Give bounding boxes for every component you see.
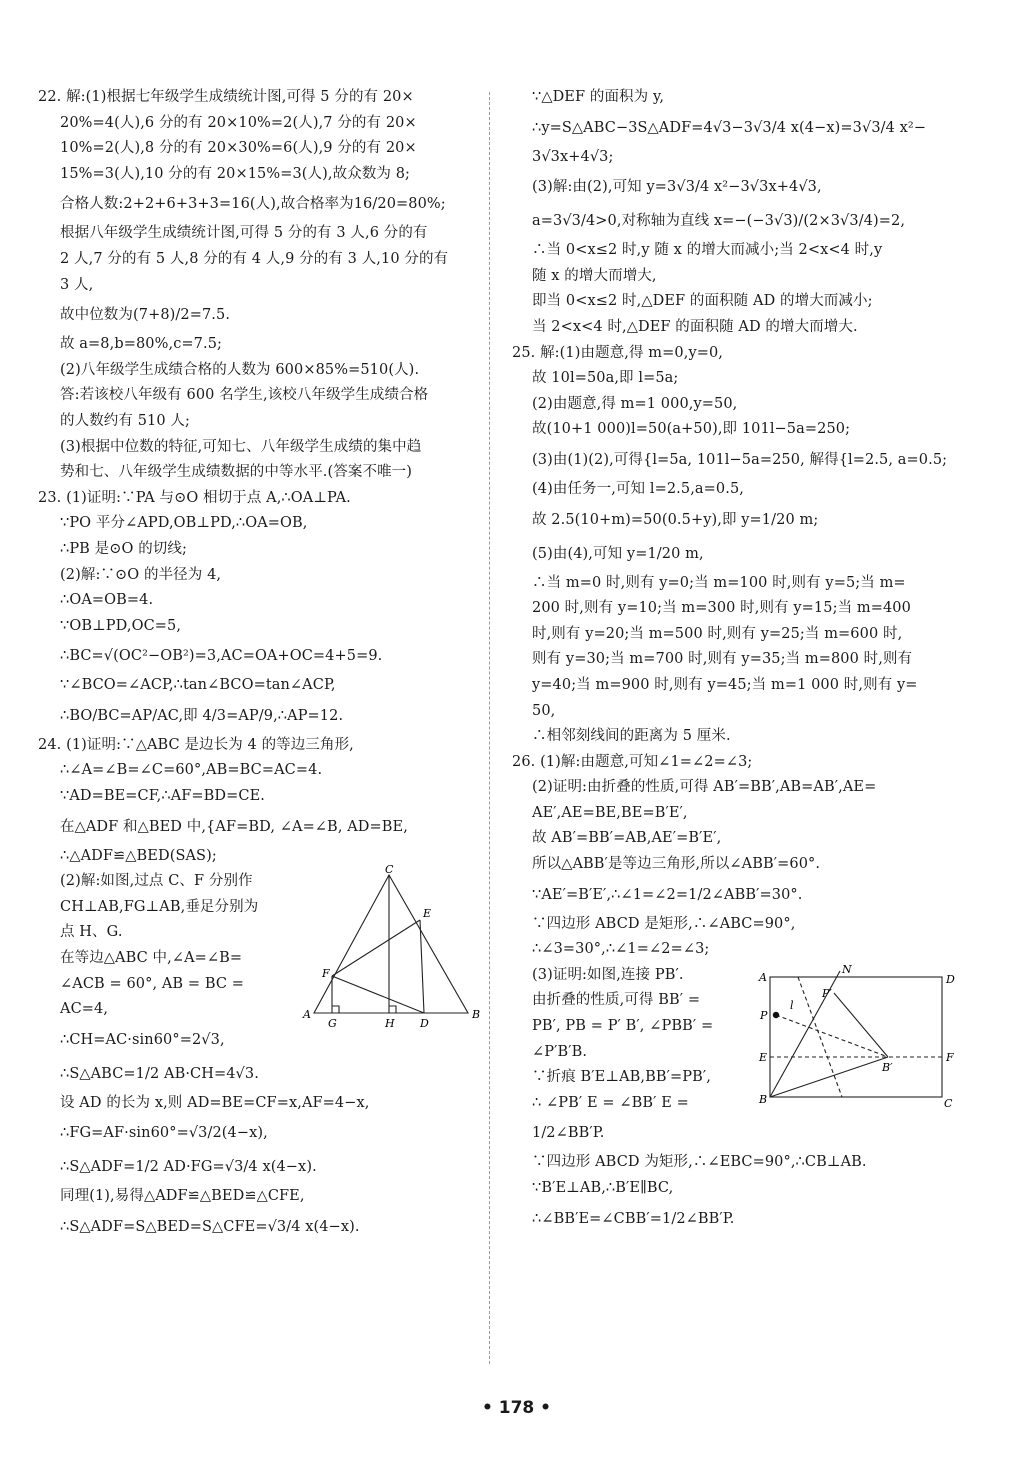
label-e: E [759,1050,768,1064]
text-line: ∴∠3=30°,∴∠1=∠2=∠3; [532,941,710,958]
text-line: ∵△DEF 的面积为 y, [532,89,665,105]
segment-ed [420,920,424,1013]
text-line: ∴FG=AF·sin60°=√3/2(4−x), [60,1125,268,1142]
text-line: (2)证明:由折叠的性质,可得 AB′=BB′,AB=AB′,AE= [532,779,877,796]
text-line: AC=4, [60,1001,109,1018]
text-line: 故中位数为(7+8)/2=7.5. [60,307,231,324]
text-line: ∵AD=BE=CF,∴AF=BD=CE. [60,788,265,805]
text-line: 3√3x+4√3; [532,148,614,165]
text-line: ∴S△ADF=S△BED=S△CFE=√3/4 x(4−x). [60,1219,360,1235]
segment-pb1 [776,1015,888,1057]
triangle-abc [314,875,468,1013]
text-line: ∴∠A=∠B=∠C=60°,AB=BC=AC=4. [60,762,323,779]
text-line: ∴y=S△ABC−3S△ADF=4√3−3√3/4 x(4−x)=3√3/4 x²− [532,119,927,136]
text-line: 合格人数:2+2+6+3+3=16(人),故合格率为16/20=80%; [60,196,446,213]
text-line: (3)解:由(2),可知 y=3√3/4 x²−3√3x+4√3, [532,179,822,196]
text-line: 所以△ABB′是等边三角形,所以∠ABB′=60°. [532,856,821,873]
text-line: CH⊥AB,FG⊥AB,垂足分别为 [60,898,259,915]
text-line: ∴△ADF≌△BED(SAS); [60,847,217,864]
label-d: D [420,1017,429,1031]
text-line: ∴BC=√(OC²−OB²)=3,AC=OA+OC=4+5=9. [60,648,383,665]
text-line: 随 x 的增大而增大, [532,267,657,284]
page-number-value: 178 [498,1398,535,1418]
text-line: ∵∠BCO=∠ACP,∴tan∠BCO=tan∠ACP, [60,677,336,694]
text-line: 当 2<x<4 时,△DEF 的面积随 AD 的增大而增大. [532,318,858,335]
text-line: ∵AE′=B′E′,∴∠1=∠2=1/2∠ABB′=30°. [532,886,803,903]
label-n: N [842,962,852,976]
text-line: AE′,AE=BE,BE=B′E′, [532,804,688,821]
label-c: C [385,865,394,877]
text-line: ∵四边形 ABCD 为矩形,∴∠EBC=90°,∴CB⊥AB. [532,1154,867,1171]
text-line: ∴ ∠PB′ E = ∠BB′ E = [532,1094,689,1111]
text-line: ∴OA=OB=4. [60,592,154,609]
text-line: (3)证明:如图,连接 PB′. [532,966,684,983]
text-line: ∴当 m=0 时,则有 y=0;当 m=100 时,则有 y=5;当 m= [532,574,906,591]
label-b: B [472,1008,481,1022]
text-line: ∵B′E⊥AB,∴B′E∥BC, [532,1180,674,1196]
text-line: ∴相邻刻线间的距离为 5 厘米. [532,728,731,745]
text-line: 故 10l=50a,即 l=5a; [532,370,679,387]
text-line: 24. (1)证明:∵△ABC 是边长为 4 的等边三角形, [38,736,354,753]
text-line: 点 H、G. [60,924,123,941]
rectangle-figure [758,963,958,1113]
right-angle-h [389,1006,396,1013]
text-line: (2)由题意,得 m=1 000,y=50, [532,395,738,412]
segment-fe [332,920,420,976]
left-column [38,85,481,1244]
right-angle-g [332,1006,339,1013]
text-line: 根据八年级学生成绩统计图,可得 5 分的有 3 人,6 分的有 [60,225,428,242]
text-line: y=40;当 m=900 时,则有 y=45;当 m=1 000 时,则有 y= [532,676,918,693]
text-line: PB′, PB = P′ B′, ∠PBB′ = [532,1018,714,1035]
text-line: 时,则有 y=20;当 m=500 时,则有 y=25;当 m=600 时, [532,625,903,642]
text-line: (2)八年级学生成绩合格的人数为 600×85%=510(人). [60,361,420,378]
label-p-prime: P′ [822,986,832,1000]
text-line: ∵折痕 B′E⊥AB,BB′=PB′, [532,1069,711,1086]
text-line: 则有 y=30;当 m=700 时,则有 y=35;当 m=800 时,则有 [532,651,913,668]
text-line: ∵OB⊥PD,OC=5, [60,617,182,634]
text-line: 在△ADF 和△BED 中,{AF=BD, ∠A=∠B, AD=BE, [60,818,408,835]
label-p: P [760,1008,768,1022]
point-p-dot [773,1012,779,1018]
triangle-figure [300,865,490,1035]
label-a: A [303,1008,311,1022]
text-line: ∴S△ADF=1/2 AD·FG=√3/4 x(4−x). [60,1159,317,1176]
right-column [512,85,955,1236]
figure-block-triangle [38,865,481,1031]
text-line: ∴S△ABC=1/2 AB·CH=4√3. [60,1065,259,1082]
text-line: ∠ACB = 60°, AB = BC = [60,975,245,992]
label-c: C [944,1096,953,1110]
label-l: l [790,998,794,1012]
text-line: 的人数约有 510 人; [60,412,190,429]
text-line: (5)由(4),可知 y=1/20 m, [532,545,704,562]
label-f: F [946,1050,954,1064]
text-line: 答:若该校八年级有 600 名学生,该校八年级学生成绩合格 [60,387,429,404]
text-line: 22. 解:(1)根据七年级学生成绩统计图,可得 5 分的有 20× [38,89,414,105]
text-line: 1/2∠BB′P. [532,1125,605,1142]
text-line: 50, [532,702,556,719]
text-line: 同理(1),易得△ADF≌△BED≌△CFE, [60,1188,305,1205]
text-line: ∴BO/BC=AP/AC,即 4/3=AP/9,∴AP=12. [60,707,344,724]
text-line: ∵四边形 ABCD 是矩形,∴∠ABC=90°, [532,915,796,932]
column-divider [489,92,490,1364]
text-line: 10%=2(人),8 分的有 20×30%=6(人),9 分的有 20× [60,140,417,157]
text-line: 故 a=8,b=80%,c=7.5; [60,336,223,353]
text-line: a=3√3/4>0,对称轴为直线 x=−(−3√3)/(2×3√3/4)=2, [532,213,906,230]
text-line: 20%=4(人),6 分的有 20×10%=2(人),7 分的有 20× [60,114,417,131]
label-a: A [759,970,767,984]
label-h: H [385,1017,395,1031]
label-g: G [328,1017,337,1031]
text-line: (3)由(1)(2),可得{l=5a, 101l−5a=250, 解得{l=2.5, a=0.5; [532,451,948,468]
label-b-prime: B′ [882,1060,893,1074]
text-line: 势和七、八年级学生成绩数据的中等水平.(答案不唯一) [60,464,413,481]
text-line: 3 人, [60,276,94,293]
text-line: 15%=3(人),10 分的有 20×15%=3(人),故众数为 8; [60,165,411,182]
text-line: (4)由任务一,可知 l=2.5,a=0.5, [532,480,744,497]
text-line: ∴∠BB′E=∠CBB′=1/2∠BB′P. [532,1210,735,1227]
text-line: 23. (1)证明:∵PA 与⊙O 相切于点 A,∴OA⊥PA. [38,489,351,506]
text-line: ∠P′B′B. [532,1043,588,1060]
text-line: 故 AB′=BB′=AB,AE′=B′E′, [532,830,722,847]
text-line: 200 时,则有 y=10;当 m=300 时,则有 y=15;当 m=400 [532,600,911,617]
text-line: 故 2.5(10+m)=50(0.5+y),即 y=1/20 m; [532,511,819,528]
page-number: • 178 • [481,1398,552,1418]
figure-block-rectangle [532,962,955,1151]
segment-p1b1 [834,993,888,1057]
label-d: D [946,972,955,986]
rectangle-abcd [770,977,942,1097]
text-line: 在等边△ABC 中,∠A=∠B= [60,950,243,967]
text-line: 由折叠的性质,可得 BB′ = [532,992,701,1009]
text-line: 2 人,7 分的有 5 人,8 分的有 4 人,9 分的有 3 人,10 分的有 [60,250,449,267]
text-line: (3)根据中位数的特征,可知七、八年级学生成绩的集中趋 [60,438,422,455]
text-line: 即当 0<x≤2 时,△DEF 的面积随 AD 的增大而减小; [532,293,873,310]
text-line: ∵PO 平分∠APD,OB⊥PD,∴OA=OB, [60,515,308,532]
text-line: ∴CH=AC·sin60°=2√3, [60,1031,225,1048]
segment-fd [332,976,424,1013]
text-line: 26. (1)解:由题意,可知∠1=∠2=∠3; [512,753,753,770]
text-line: 故(10+1 000)l=50(a+50),即 101l−5a=250; [532,421,851,438]
text-line: ∴PB 是⊙O 的切线; [60,540,187,557]
label-f: F [322,967,330,981]
text-line: 设 AD 的长为 x,则 AD=BE=CF=x,AF=4−x, [60,1094,370,1111]
label-b: B [759,1092,768,1106]
label-e: E [423,907,432,921]
text-line: 25. 解:(1)由题意,得 m=0,y=0, [512,344,724,361]
text-line: (2)解:如图,过点 C、F 分别作 [60,873,253,890]
text-line: ∴当 0<x≤2 时,y 随 x 的增大而减小;当 2<x<4 时,y [532,242,883,259]
text-line: (2)解:∵⊙O 的半径为 4, [60,566,222,583]
